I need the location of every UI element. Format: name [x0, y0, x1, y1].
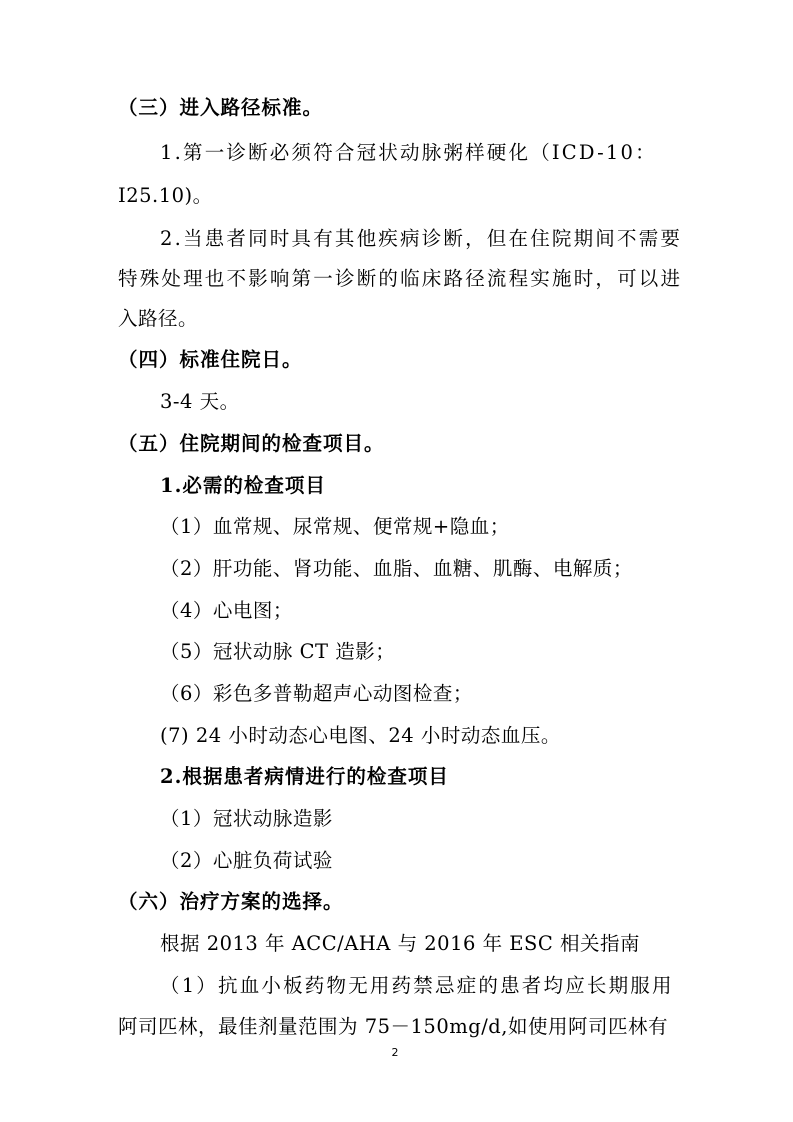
list-item: （2）肝功能、肾功能、血脂、血糖、肌酶、电解质； — [160, 557, 633, 580]
paragraph-line: 入路径。 — [118, 307, 199, 330]
paragraph-line: I25.10)。 — [118, 184, 213, 207]
list-item: （1）冠状动脉造影 — [160, 807, 333, 830]
list-item: （1）血常规、尿常规、便常规+隐血； — [160, 515, 510, 538]
paragraph-line: 根据 2013 年 ACC/AHA 与 2016 年 ESC 相关指南 — [160, 932, 641, 955]
paragraph-line: 3-4 天。 — [160, 390, 240, 413]
paragraph-line: 1.第一诊断必须符合冠状动脉粥样硬化（ICD-10： — [160, 141, 657, 164]
section-heading-5: （五）住院期间的检查项目。 — [118, 432, 385, 455]
paragraph-line: （1）抗血小板药物无用药禁忌症的患者均应长期服用 — [160, 974, 674, 997]
list-item: （2）心脏负荷试验 — [160, 849, 333, 872]
list-item: （6）彩色多普勒超声心动图检查； — [160, 682, 473, 705]
paragraph-line: 阿司匹林，最佳剂量范围为 75－150mg/d,如使用阿司匹林有 — [118, 1015, 668, 1038]
section-heading-6: （六）治疗方案的选择。 — [118, 890, 344, 913]
list-item: （5）冠状动脉 CT 造影； — [160, 640, 396, 663]
paragraph-line: 特殊处理也不影响第一诊断的临床路径流程实施时，可以进 — [118, 267, 683, 290]
subsection-heading: 2.根据患者病情进行的检查项目 — [160, 765, 449, 788]
list-item: (7) 24 小时动态心电图、24 小时动态血压。 — [160, 724, 561, 747]
paragraph-line: 2.当患者同时具有其他疾病诊断，但在住院期间不需要 — [160, 227, 683, 250]
subsection-heading: 1.必需的检查项目 — [160, 474, 326, 497]
section-heading-3: （三）进入路径标准。 — [118, 96, 324, 119]
page-number: 2 — [391, 1046, 399, 1059]
list-item: （4）心电图； — [160, 599, 293, 622]
section-heading-4: （四）标准住院日。 — [118, 348, 303, 371]
